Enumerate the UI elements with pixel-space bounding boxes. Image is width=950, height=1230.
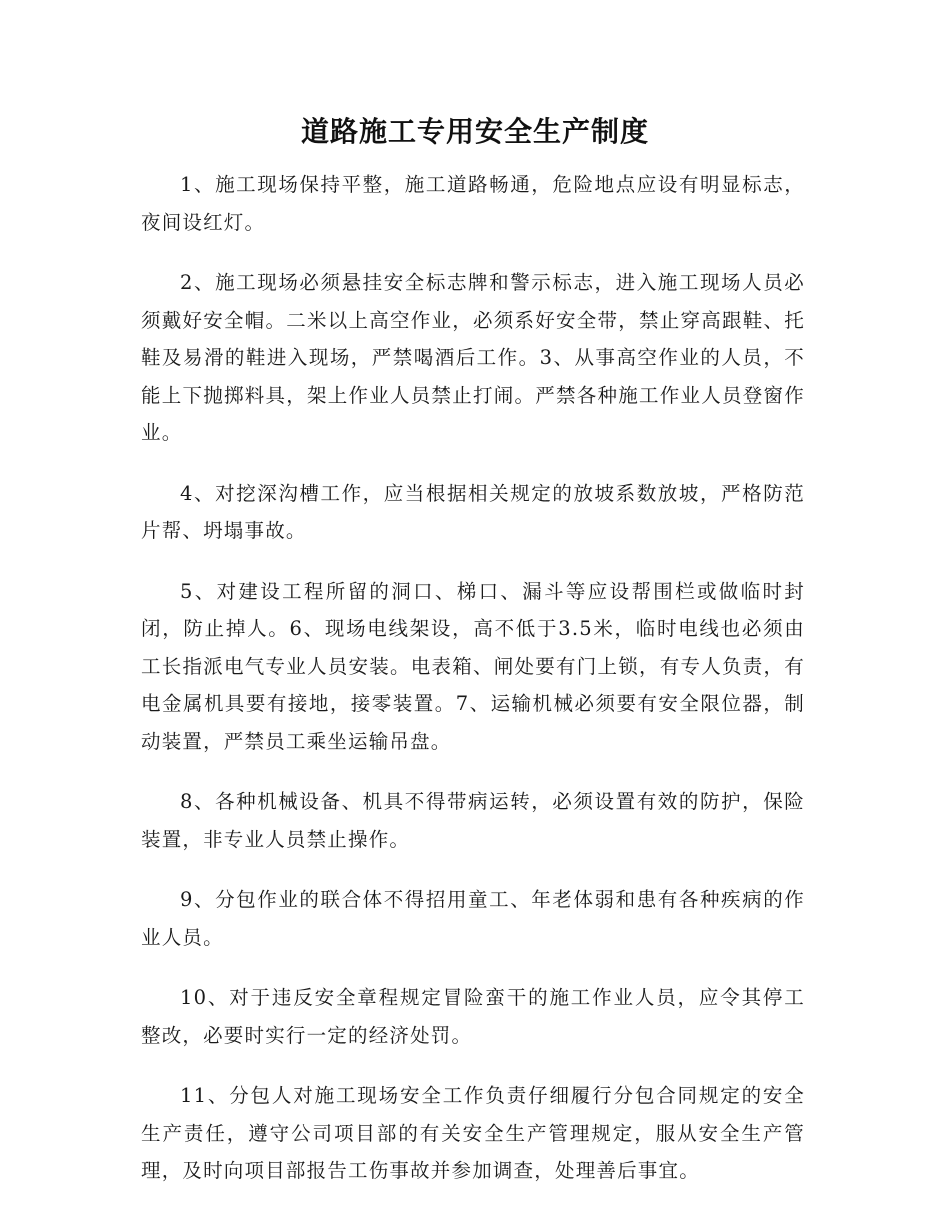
paragraph-7: 10、对于违反安全章程规定冒险蛮干的施工作业人员，应令其停工整改，必要时实行一定的经济处罚。	[141, 986, 805, 1047]
paragraph-2: 2、施工现场必须悬挂安全标志牌和警示标志，进入施工现场人员必须戴好安全帽。二米以上高空作业，必须系好安全带，禁止穿高跟鞋、托鞋及易滑的鞋进入现场，严禁喝酒后工作。3、从事高空作业的人员，不能上下抛掷料具，架上作业人员禁止打闹。严禁各种施工作业人员登窗作业。	[141, 271, 805, 444]
document-body	[141, 166, 805, 1213]
paragraph-4: 5、对建设工程所留的洞口、梯口、漏斗等应设帮围栏或做临时封闭，防止掉人。6、现场电线架设，高不低于3.5米，临时电线也必须由工长指派电气专业人员安装。电表箱、闸处要有门上锁，有专人负责，有电金属机具要有接地，接零装置。7、运输机械必须要有安全限位器，制动装置，严禁员工乘坐运输吊盘。	[141, 579, 805, 753]
paragraph-6: 9、分包作业的联合体不得招用童工、年老体弱和患有各种疾病的作业人员。	[141, 888, 805, 949]
paragraph-1: 1、施工现场保持平整，施工道路畅通，危险地点应设有明显标志，夜间设红灯。	[141, 173, 805, 234]
paragraph-5: 8、各种机械设备、机具不得带病运转，必须设置有效的防护，保险装置，非专业人员禁止操作。	[141, 790, 805, 851]
document-title: 道路施工专用安全生产制度	[300, 115, 649, 148]
paragraph-8: 11、分包人对施工现场安全工作负责仔细履行分包合同规定的安全生产责任，遵守公司项目部的有关安全生产管理规定，服从安全生产管理，及时向项目部报告工伤事故并参加调查，处理善后事宜。	[141, 1084, 805, 1182]
paragraph-3: 4、对挖深沟槽工作，应当根据相关规定的放坡系数放坡，严格防范片帮、坍塌事故。	[141, 481, 805, 542]
